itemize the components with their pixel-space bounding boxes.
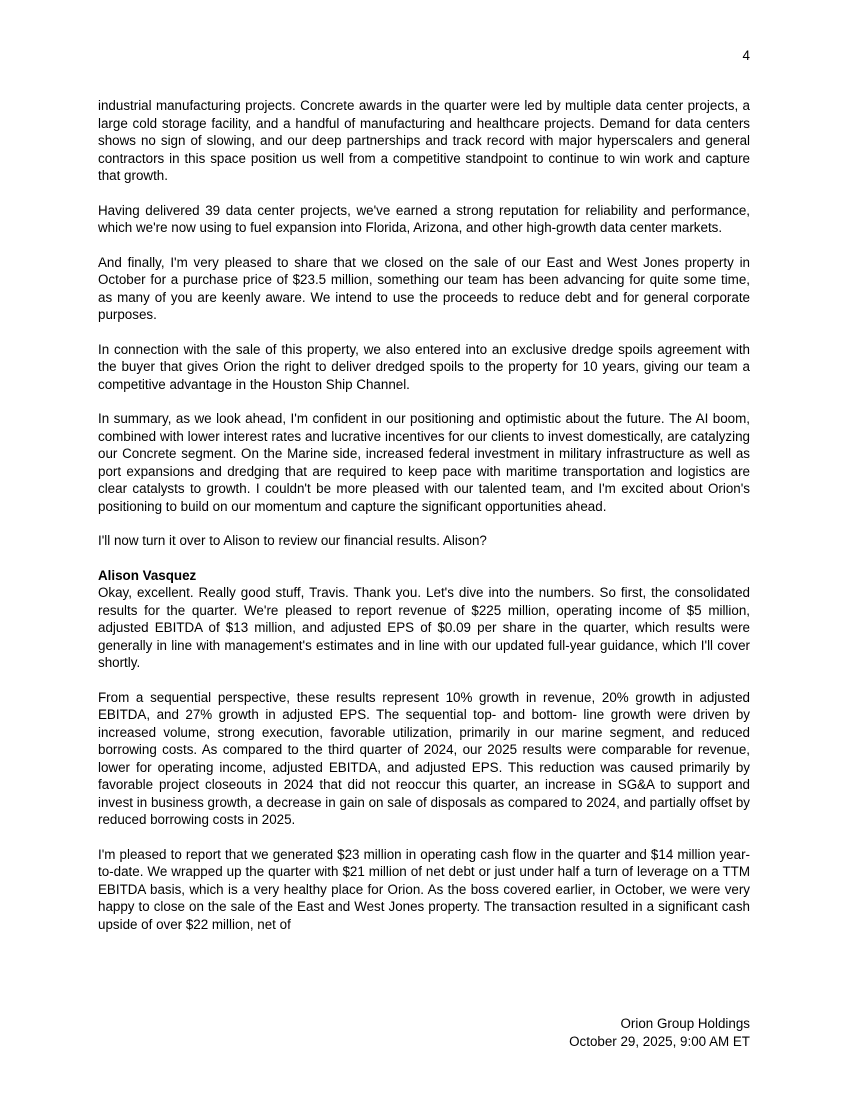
paragraph-data-center-projects: Having delivered 39 data center projects, we've earned a strong reputation for reliability and performance, which we're now using to fuel expansion into Florida, Arizona, and other high-growth data center markets. [98, 202, 750, 235]
page-number: 4 [742, 48, 750, 63]
footer-company: Orion Group Holdings [620, 1016, 750, 1031]
page-footer [569, 1015, 750, 1050]
paragraph-cash-flow: I'm pleased to report that we generated $23 million in operating cash flow in the quarter and $14 million year-to-date. We wrapped up the quarter with $21 million of net debt or just under half a turn of leverage on a TTM EBITDA basis, which is a very healthy place for Orion. As the boss covered earlier, in October, we were very happy to close on the sale of the East and West Jones property. The transaction resulted in a significant cash upside of over $22 million, net of [98, 846, 750, 932]
transcript-content [98, 97, 750, 950]
paragraph-east-west-jones-sale: And finally, I'm very pleased to share that we closed on the sale of our East and West Jones property in October for a purchase price of $23.5 million, something our team has been advancing for quite some time, as many of you are keenly aware. We intend to use the proceeds to reduce debt and for general corporate purposes. [98, 254, 750, 322]
paragraph-dredge-spoils-agreement: In connection with the sale of this property, we also entered into an exclusive dredge spoils agreement with the buyer that gives Orion the right to deliver dredged spoils to the property for 10 years, giving our team a competitive advantage in the Houston Ship Channel. [98, 341, 750, 392]
paragraph-concrete-awards: industrial manufacturing projects. Concrete awards in the quarter were led by multiple data center projects, a large cold storage facility, and a handful of manufacturing and healthcare projects. Demand for data centers shows no sign of slowing, and our deep partnerships and track record with major hyperscalers and general contractors in this space position us well from a competitive standpoint to continue to win work and capture that growth. [98, 98, 750, 183]
paragraph-summary-outlook: In summary, as we look ahead, I'm confident in our positioning and optimistic about the future. The AI boom, combined with lower interest rates and lucrative incentives for our clients to invest domestically, are catalyzing our Concrete segment. On the Marine side, increased federal investment in military infrastructure as well as port expansions and dredging that are required to keep pace with maritime transportation and logistics are clear catalysts to growth. I couldn't be more pleased with our talented team, and I'm excited about Orion's positioning to build on our momentum and capture the significant opportunities ahead. [98, 411, 750, 514]
speaker-name: Alison Vasquez [98, 567, 197, 583]
footer-datetime: October 29, 2025, 9:00 AM ET [569, 1033, 750, 1049]
paragraph-consolidated-results: Okay, excellent. Really good stuff, Travis. Thank you. Let's dive into the numbers. So first, the consolidated results for the quarter. We're pleased to report revenue of $225 million, operating income of $5 million, adjusted EBITDA of $13 million, and adjusted EPS of $0.09 per share in the quarter, which results were generally in line with management's estimates and in line with our updated full-year guidance, which I'll cover shortly. [98, 585, 750, 670]
paragraph-sequential-perspective: From a sequential perspective, these results represent 10% growth in revenue, 20% growth in adjusted EBITDA, and 27% growth in adjusted EPS. The sequential top- and bottom- line growth were driven by increased volume, strong execution, favorable utilization, primarily in our marine segment, and reduced borrowing costs. As compared to the third quarter of 2024, our 2025 results were comparable for revenue, lower for operating income, adjusted EBITDA, and adjusted EPS. This reduction was caused primarily by favorable project closeouts in 2024 that did not reoccur this quarter, an increase in SG&A to support and invest in business growth, a decrease in gain on sale of disposals as compared to 2024, and partially offset by reduced borrowing costs in 2025. [98, 689, 750, 827]
speaker-block [98, 567, 750, 672]
paragraph-handoff-to-alison: I'll now turn it over to Alison to review our financial results. Alison? [98, 533, 487, 548]
